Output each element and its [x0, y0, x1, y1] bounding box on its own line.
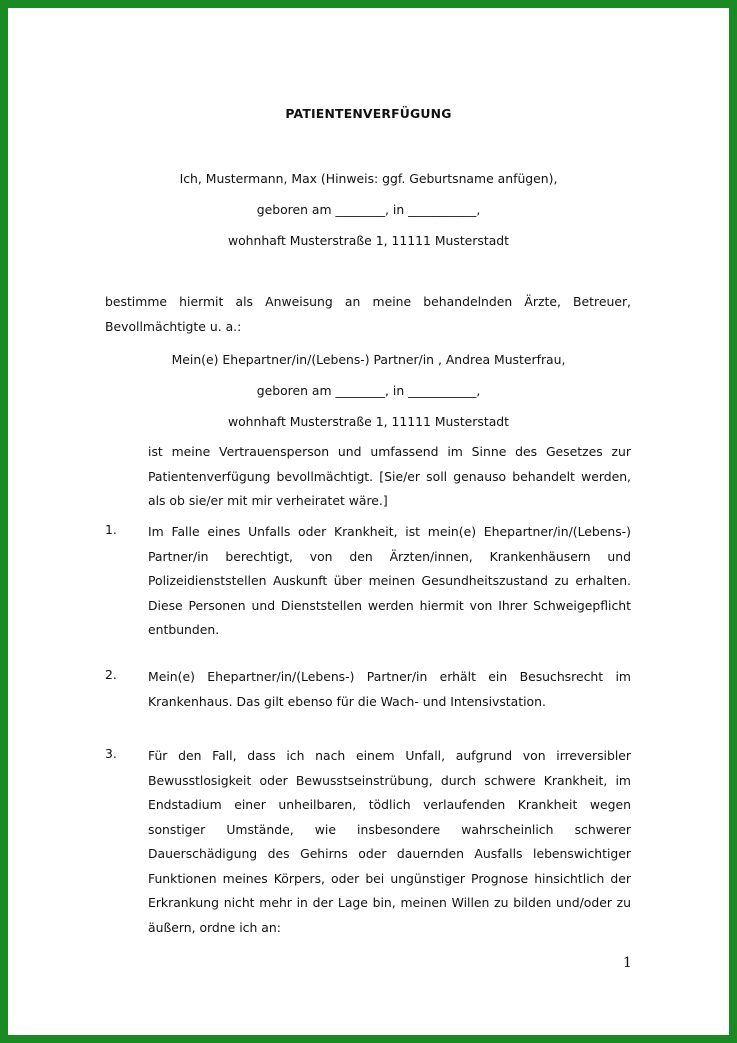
instruction-paragraph: bestimme hiermit als Anweisung an meine behandelnden Ärzte, Betreuer, Bevollmächtigte u. a.: — [105, 294, 631, 334]
partner-name-line: Mein(e) Ehepartner/in/(Lebens-) Partner/in , Andrea Musterfrau, — [171, 352, 566, 367]
page-number: 1 — [623, 955, 632, 971]
intro-name-line: Ich, Mustermann, Max (Hinweis: ggf. Geburtsname anfügen), — [179, 171, 558, 186]
item-text: Für den Fall, dass ich nach einem Unfall, aufgrund von irreversibler Bewusstlosigkeit oder Bewusstseinstrübung, durch schwere Krankheit, im Endstadium einer unheilbaren, tödlich verlaufenden Krankheit wegen sonstiger Umstände, wie insbesondere wahrscheinlich schwerer Dauerschädigung des Gehirns oder dauernden Ausfalls lebenswichtiger Funktionen meines Körpers, oder bei ungünstiger Prognose hinsichtlich der Erkrankung nicht mehr in der Lage bin, meinen Willen zu bilden und/oder zu äußern, ordne ich an: — [148, 748, 631, 935]
trust-paragraph: ist meine Vertrauensperson und umfassend im Sinne des Gesetzes zur Patientenverfügung bevollmächtigt. [Sie/er soll genauso behandelt werden, als ob sie/er mit mir verheiratet wäre.] — [148, 444, 631, 508]
document-title: PATIENTENVERFÜGUNG — [285, 106, 452, 121]
item-text: Im Falle eines Unfalls oder Krankheit, ist mein(e) Ehepartner/in/(Lebens-) Partner/in berechtigt, von den Ärzten/innen, Krankenhäusern und Polizeidienststellen Auskunft über meinen Gesundheitszustand zu erhalten. Diese Personen und Dienststellen werden hiermit von Ihrer Schweigepflicht entbunden. — [148, 524, 631, 637]
intro-address-line: wohnhaft Musterstraße 1, 11111 Musterstadt — [227, 233, 510, 248]
item-number: 3. — [105, 746, 117, 761]
item-text: Mein(e) Ehepartner/in/(Lebens-) Partner/in erhält ein Besuchsrecht im Krankenhaus. Das gilt ebenso für die Wach- und Intensivstation. — [148, 669, 631, 709]
intro-birth-line: geboren am ________, in ___________, — [256, 202, 481, 217]
item-number: 1. — [105, 522, 117, 537]
partner-address-line: wohnhaft Musterstraße 1, 11111 Musterstadt — [227, 414, 510, 429]
partner-birth-line: geboren am ________, in ___________, — [256, 383, 481, 398]
item-number: 2. — [105, 667, 117, 682]
